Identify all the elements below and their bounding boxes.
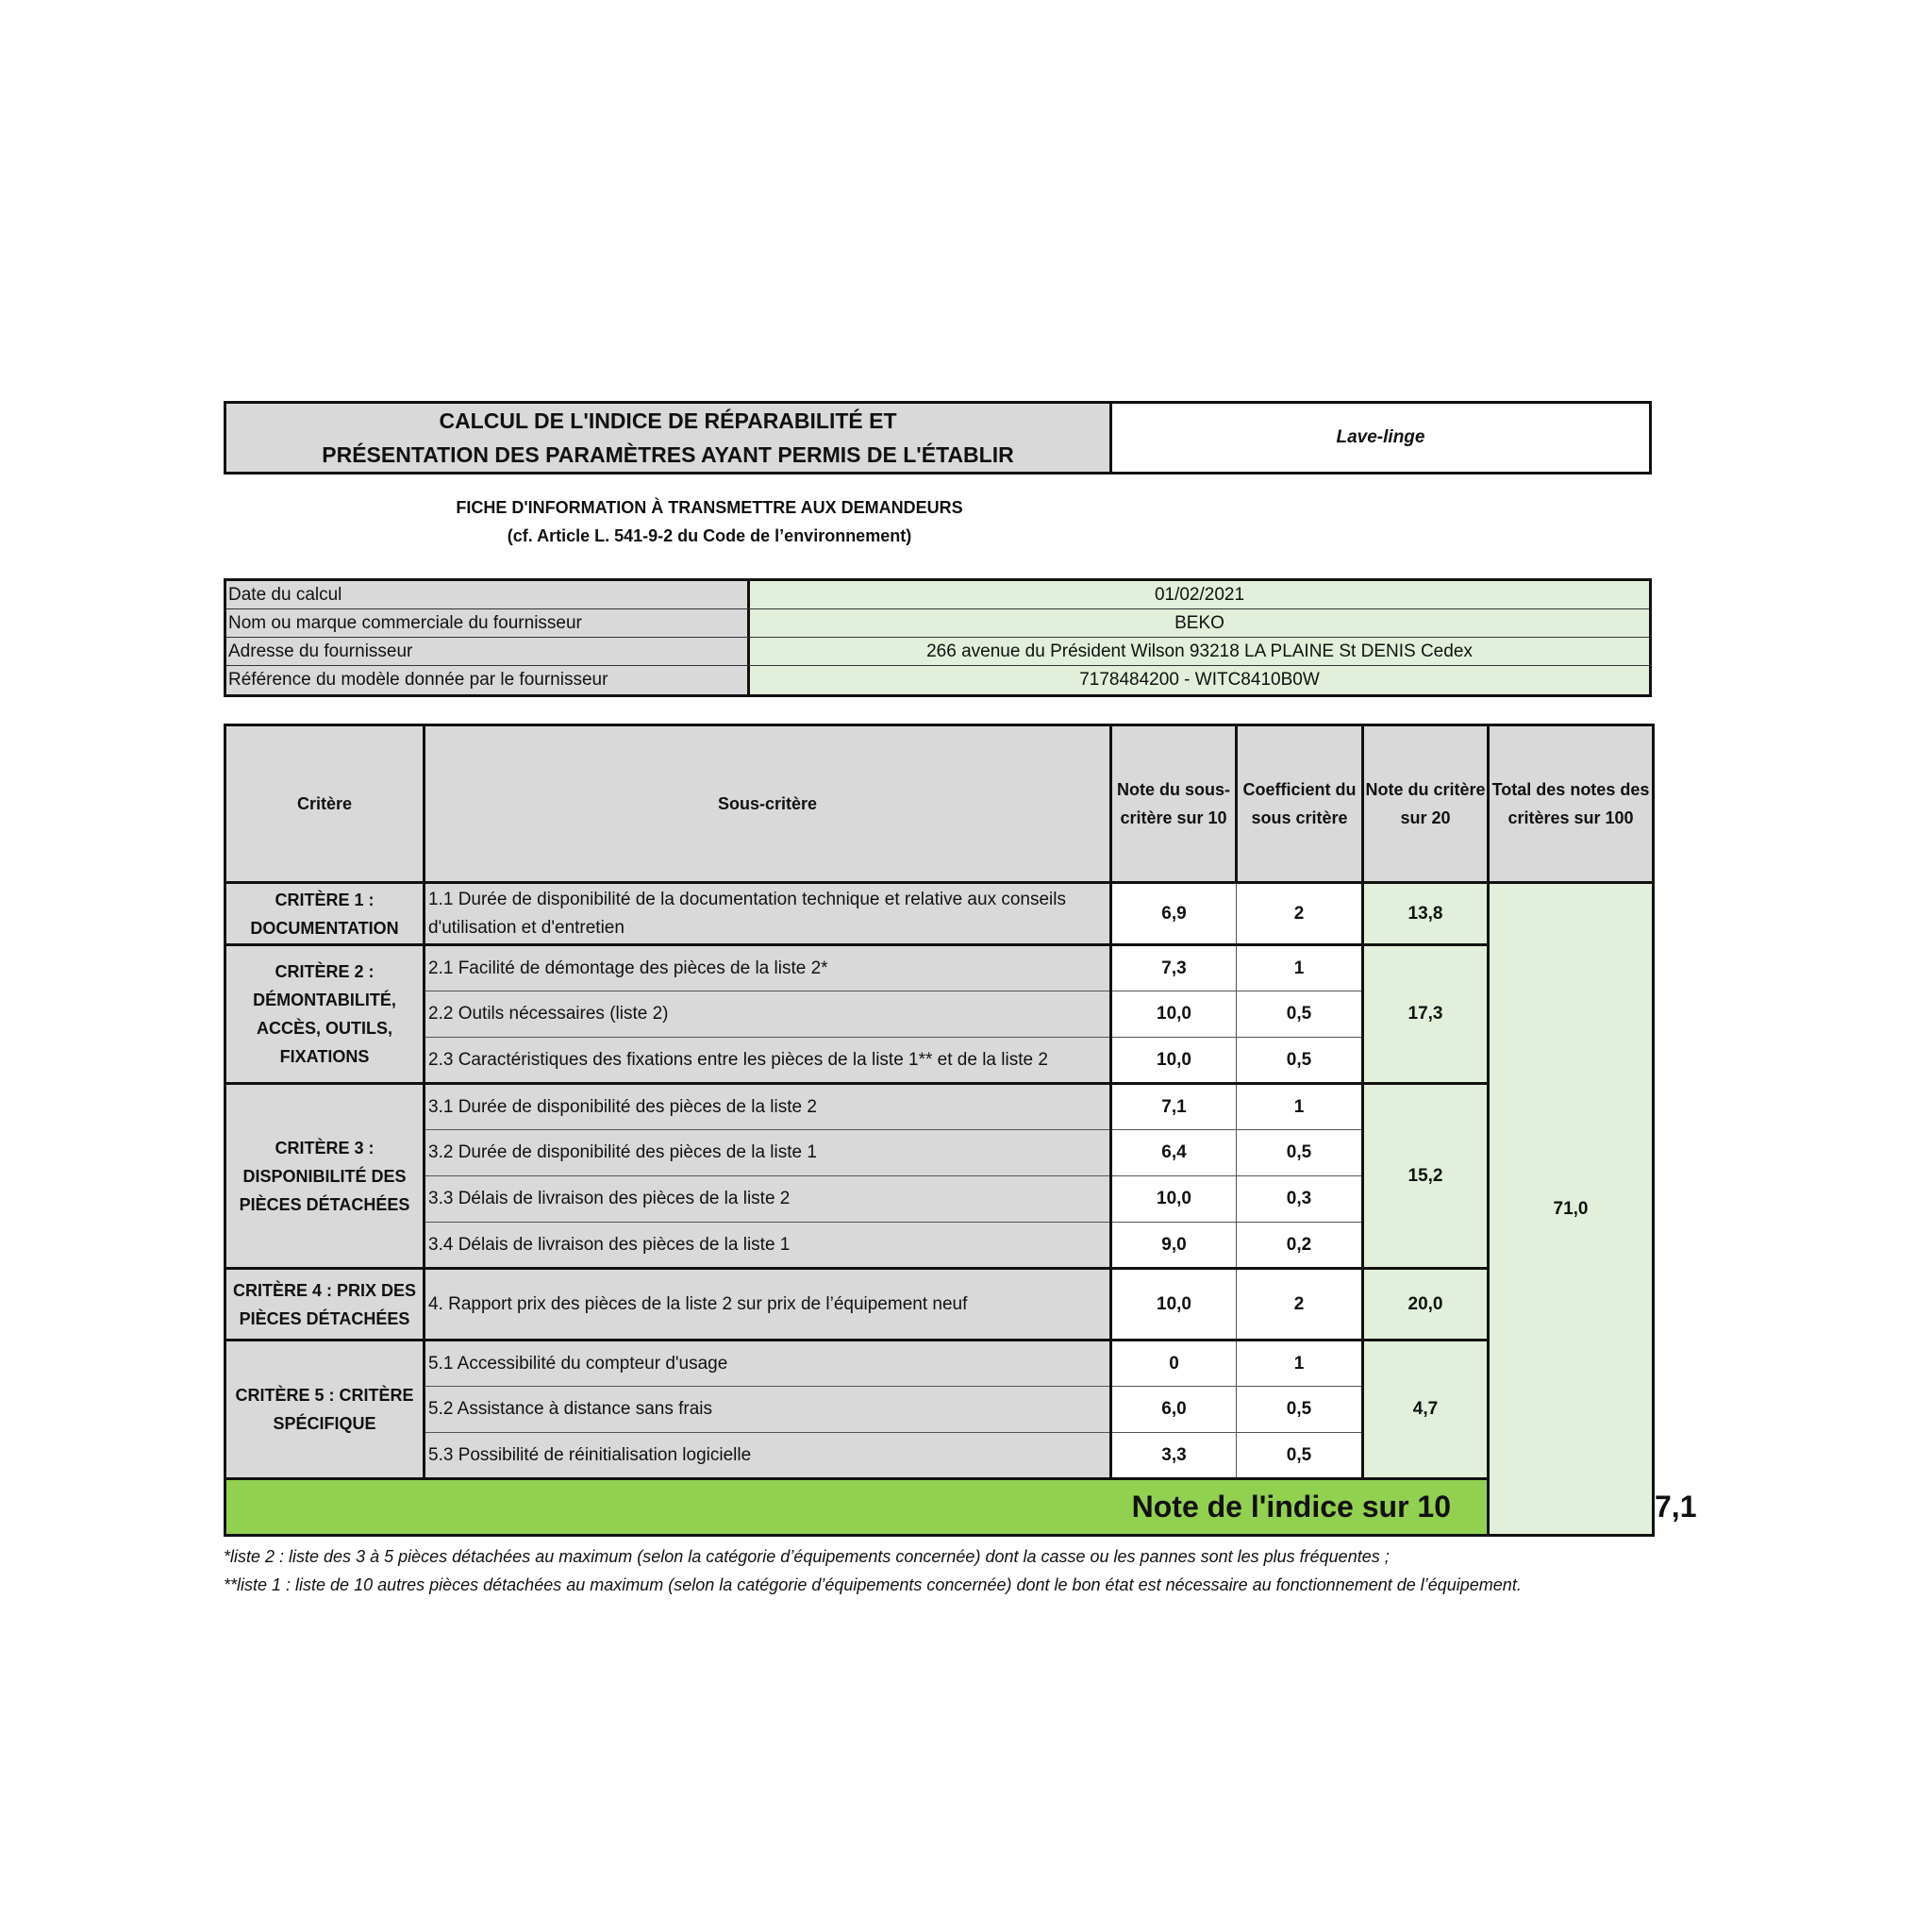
criterion-3-name: CRITÈRE 3 : DISPONIBILITÉ DES PIÈCES DÉTACHÉES [225,1084,425,1269]
sub-criterion-coef: 2 [1237,883,1363,945]
sub-criterion-note: 9,0 [1111,1223,1237,1269]
table-row [225,1269,1654,1341]
sub-criterion-note: 10,0 [1111,991,1237,1038]
sub-criterion-label: 5.3 Possibilité de réinitialisation logicielle [425,1433,1111,1479]
sub-criterion-coef: 0,5 [1237,1130,1363,1176]
sub-criterion-note: 6,0 [1111,1387,1237,1433]
subtitle-line-2: (cf. Article L. 541-9-2 du Code de l’environnement) [507,526,912,545]
sub-criterion-note: 10,0 [1111,1176,1237,1223]
sub-criterion-note: 6,4 [1111,1130,1237,1176]
info-value: 266 avenue du Président Wilson 93218 LA PLAINE St DENIS Cedex [750,638,1649,665]
sub-criterion-coef: 0,5 [1237,991,1363,1038]
sub-criterion-label: 3.2 Durée de disponibilité des pièces de la liste 1 [425,1130,1111,1176]
header-sous-critere: Sous-critère [425,725,1111,883]
repairability-sheet [224,401,1697,1599]
info-row [226,666,1649,694]
sub-criterion-note: 10,0 [1111,1038,1237,1084]
sub-criterion-coef: 0,5 [1237,1387,1363,1433]
table-row [225,1341,1654,1387]
sub-criterion-label: 3.4 Délais de livraison des pièces de la liste 1 [425,1223,1111,1269]
criterion-4-score: 20,0 [1363,1269,1489,1341]
title-line-2: PRÉSENTATION DES PARAMÈTRES AYANT PERMIS DE L'ÉTABLIR [322,442,1014,467]
sub-criterion-coef: 1 [1237,1341,1363,1387]
sub-criterion-note: 0 [1111,1341,1237,1387]
header-coefficient: Coefficient du sous critère [1237,725,1363,883]
sub-criterion-coef: 2 [1237,1269,1363,1341]
info-value: BEKO [750,609,1649,637]
sub-criterion-coef: 0,3 [1237,1176,1363,1223]
criterion-2-name: CRITÈRE 2 : DÉMONTABILITÉ, ACCÈS, OUTILS, FIXATIONS [225,945,425,1084]
info-label: Adresse du fournisseur [226,638,750,665]
sub-criterion-coef: 0,2 [1237,1223,1363,1269]
final-score-label: Note de l'indice sur 10 [225,1479,1489,1536]
final-score-row: Note de l'indice sur 10 7,1 [225,1479,1654,1536]
info-value: 01/02/2021 [750,581,1649,608]
criterion-5-score: 4,7 [1363,1341,1489,1479]
header-critere: Critère [225,725,425,883]
info-value: 7178484200 - WITC8410B0W [750,666,1649,694]
sub-criterion-note: 7,1 [1111,1084,1237,1130]
info-label: Nom ou marque commerciale du fournisseur [226,609,750,637]
table-row [225,883,1654,945]
info-row [226,581,1649,609]
title-line-1: CALCUL DE L'INDICE DE RÉPARABILITÉ ET [439,408,897,433]
info-row [226,609,1649,638]
criterion-2-score: 17,3 [1363,945,1489,1084]
sub-criterion-note: 6,9 [1111,883,1237,945]
criteria-table [224,724,1697,1537]
sub-criterion-coef: 1 [1237,1084,1363,1130]
table-header-row [225,725,1654,883]
product-category: Lave-linge [1112,404,1649,472]
table-row [225,945,1654,991]
header-note-sous-critere: Note du sous-critère sur 10 [1111,725,1237,883]
document-title [226,404,1112,472]
sub-criterion-label: 2.3 Caractéristiques des fixations entre les pièces de la liste 1** et de la liste 2 [425,1038,1111,1084]
criterion-3-score: 15,2 [1363,1084,1489,1269]
footnote-2: **liste 1 : liste de 10 autres pièces détachées au maximum (selon la catégorie d’équipements concernée) dont le bon état est nécessaire au fonctionnement de l’équipement. [224,1575,1522,1594]
document-header [224,401,1652,475]
criterion-4-name: CRITÈRE 4 : PRIX DES PIÈCES DÉTACHÉES [225,1269,425,1341]
footnotes [224,1542,1652,1599]
sub-criterion-label: 5.1 Accessibilité du compteur d'usage [425,1341,1111,1387]
supplier-info [224,578,1652,697]
subtitle [224,493,1195,550]
footnote-1: *liste 2 : liste des 3 à 5 pièces détachées au maximum (selon la catégorie d’équipements concernée) dont la casse ou les pannes sont les plus fréquentes ; [224,1547,1390,1566]
info-label: Référence du modèle donnée par le fournisseur [226,666,750,694]
info-label: Date du calcul [226,581,750,608]
sub-criterion-note: 3,3 [1111,1433,1237,1479]
total-score-100: 71,0 [1489,883,1654,1536]
sub-criterion-label: 4. Rapport prix des pièces de la liste 2 sur prix de l’équipement neuf [425,1269,1111,1341]
sub-criterion-label: 3.3 Délais de livraison des pièces de la liste 2 [425,1176,1111,1223]
header-total: Total des notes des critères sur 100 [1489,725,1654,883]
sub-criterion-label: 5.2 Assistance à distance sans frais [425,1387,1111,1433]
sub-criterion-note: 10,0 [1111,1269,1237,1341]
sub-criterion-label: 1.1 Durée de disponibilité de la documentation technique et relative aux conseils d'utilisation et d'entretien [425,883,1111,945]
subtitle-line-1: FICHE D'INFORMATION À TRANSMETTRE AUX DEMANDEURS [456,498,963,517]
criterion-1-score: 13,8 [1363,883,1489,945]
sub-criterion-label: 2.2 Outils nécessaires (liste 2) [425,991,1111,1038]
sub-criterion-note: 7,3 [1111,945,1237,991]
sub-criterion-coef: 0,5 [1237,1433,1363,1479]
criterion-1-name: CRITÈRE 1 : DOCUMENTATION [225,883,425,945]
table-row [225,1084,1654,1130]
sub-criterion-coef: 1 [1237,945,1363,991]
sub-criterion-coef: 0,5 [1237,1038,1363,1084]
info-row [226,638,1649,666]
sub-criterion-label: 3.1 Durée de disponibilité des pièces de la liste 2 [425,1084,1111,1130]
header-note-critere: Note du critère sur 20 [1363,725,1489,883]
criterion-5-name: CRITÈRE 5 : CRITÈRE SPÉCIFIQUE [225,1341,425,1479]
sub-criterion-label: 2.1 Facilité de démontage des pièces de la liste 2* [425,945,1111,991]
